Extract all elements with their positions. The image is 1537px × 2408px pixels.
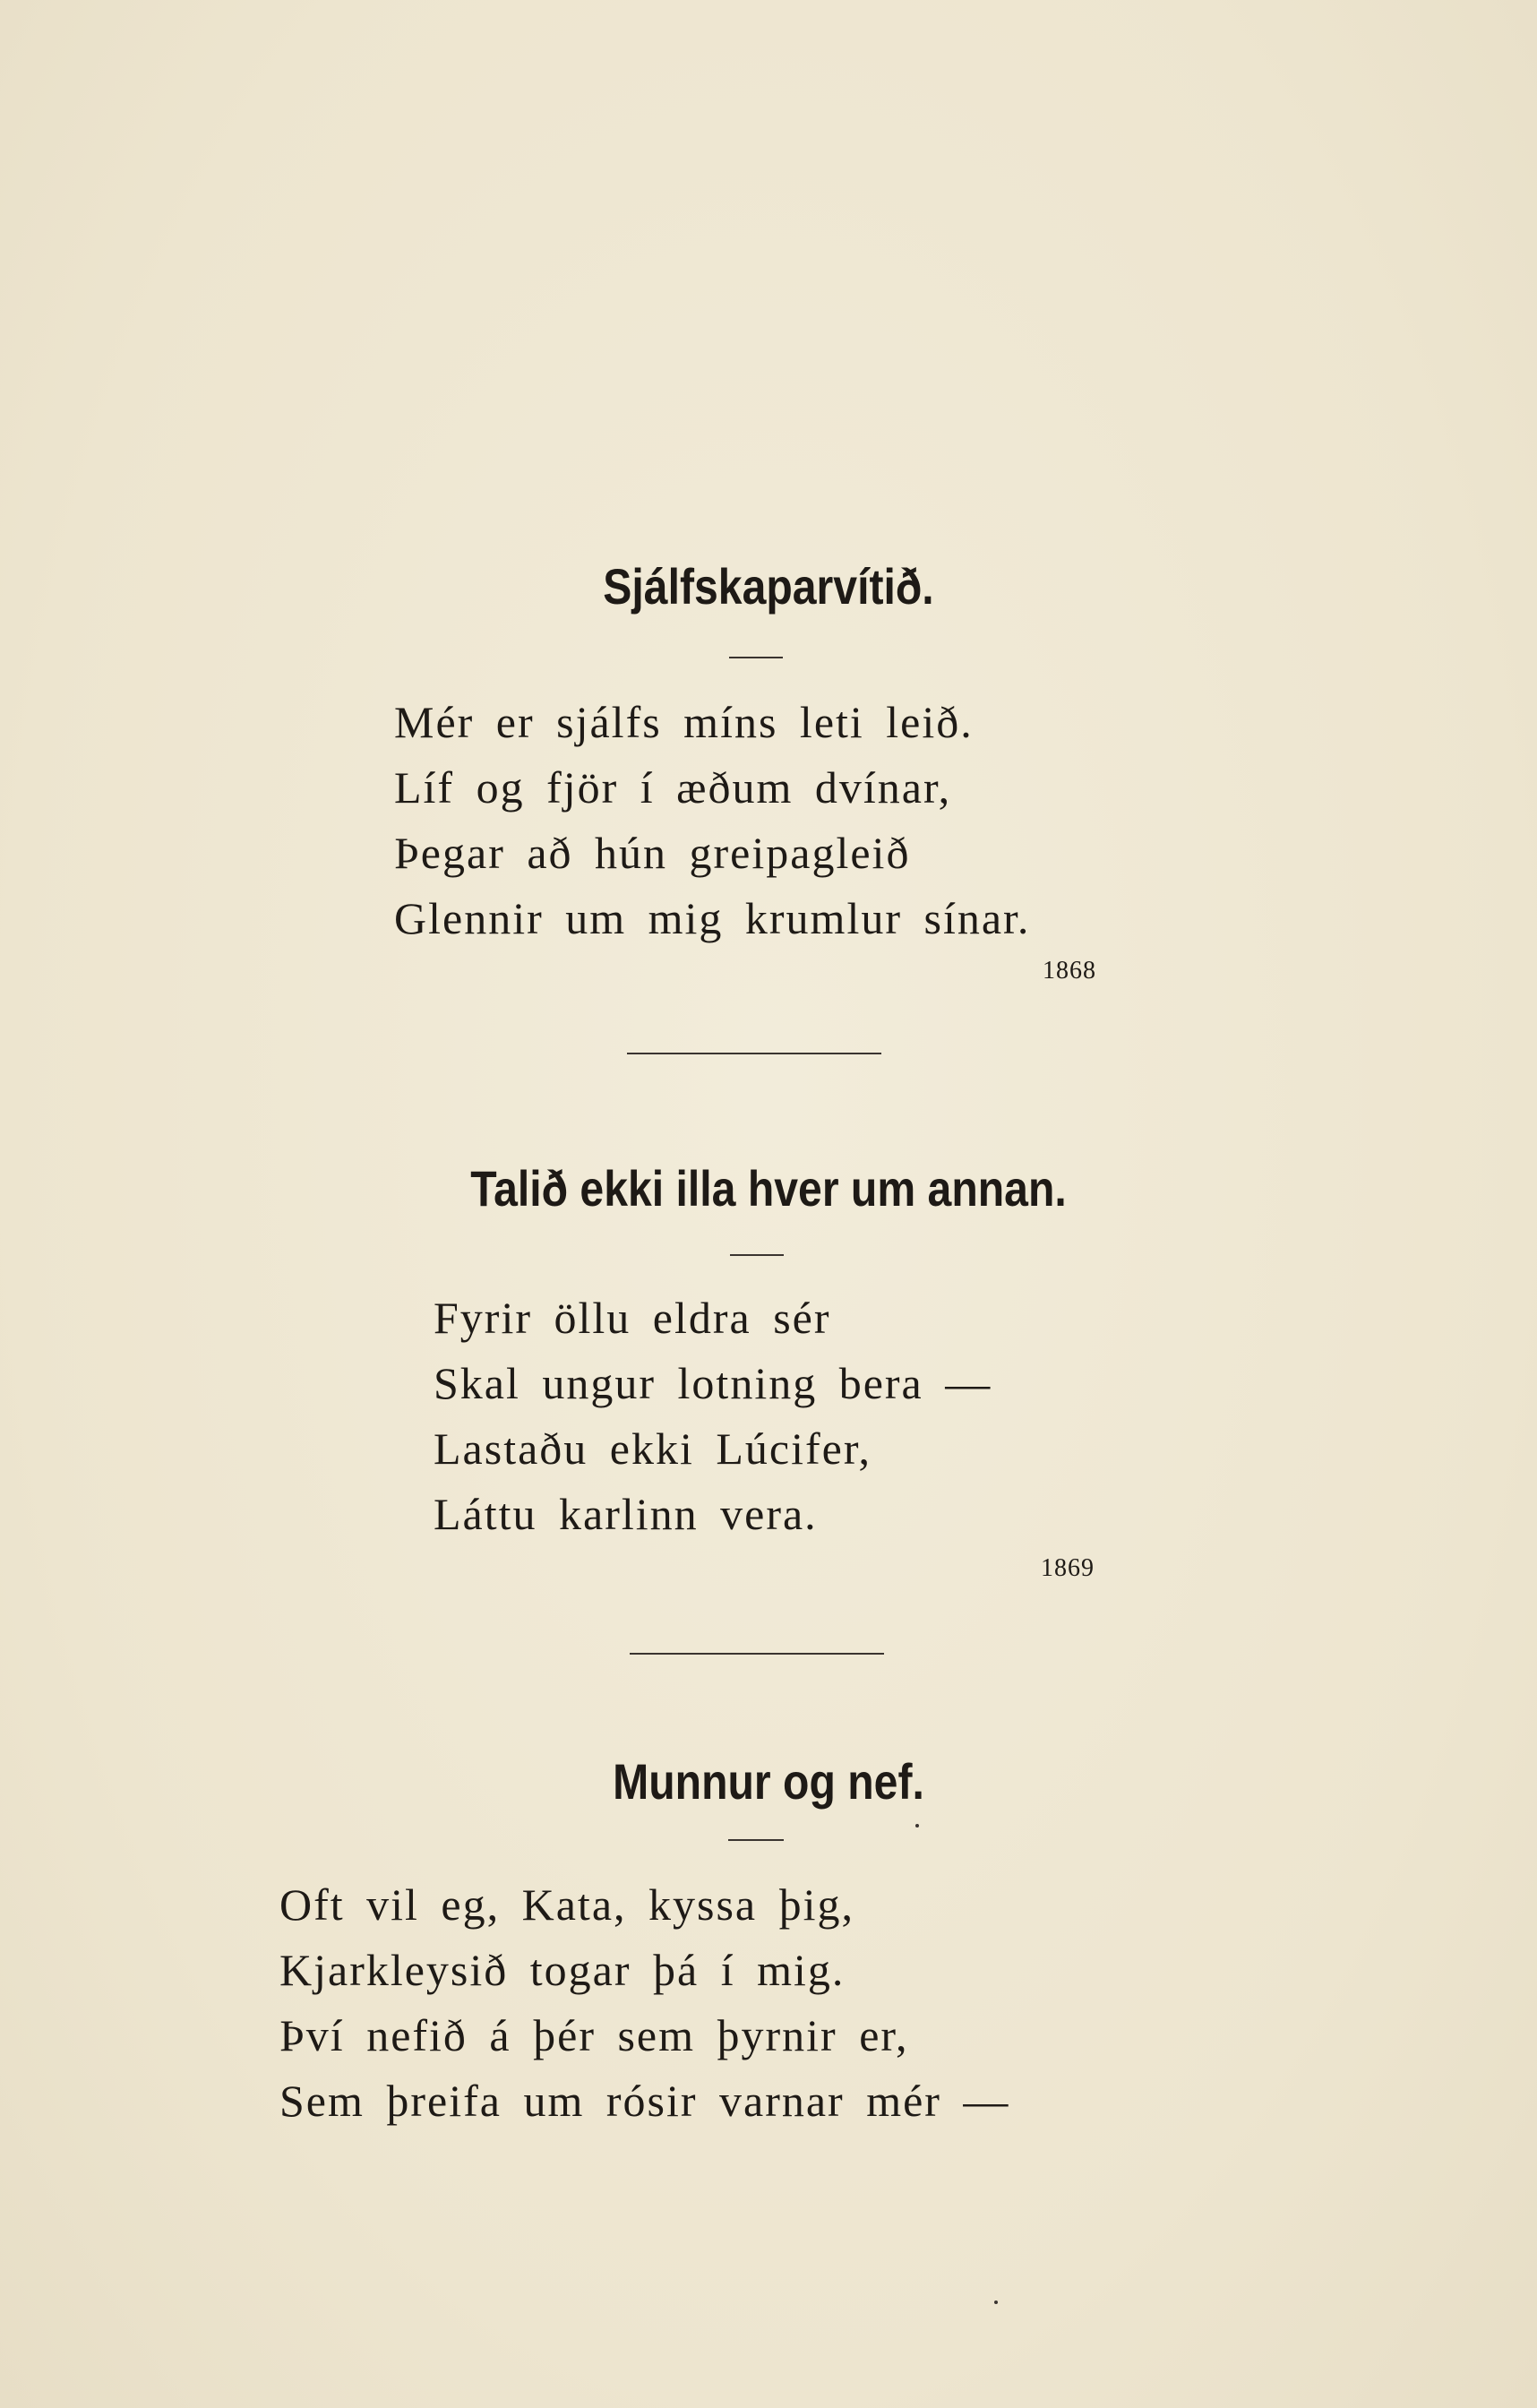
poem-year: 1868 (1043, 957, 1096, 985)
title-rule (730, 1254, 784, 1256)
verse-line: Lastaðu ekki Lúcifer, (434, 1423, 872, 1474)
verse-line: Skal ungur lotning bera — (434, 1358, 992, 1408)
section-divider (630, 1653, 884, 1655)
poem-stanza (394, 690, 1030, 951)
title-rule (729, 657, 783, 658)
title-rule (728, 1839, 784, 1841)
poem-title: Talið ekki illa hver um annan. (470, 1160, 1067, 1217)
verse-line: Oft vil eg, Kata, kyssa þig, (279, 1879, 855, 1930)
verse-line: Sem þreifa um rósir varnar mér — (279, 2076, 1010, 2126)
section-divider (627, 1053, 881, 1054)
poem-title: Sjálfskaparvítið. (603, 558, 934, 615)
ink-speck (915, 1824, 919, 1828)
poem-stanza (279, 1872, 1009, 2134)
verse-line: Glennir um mig krumlur sínar. (394, 893, 1031, 943)
verse-line: Líf og fjör í æðum dvínar, (394, 762, 952, 813)
verse-line: Láttu karlinn vera. (434, 1489, 818, 1539)
verse-line: Mér er sjálfs míns leti leið. (394, 697, 974, 747)
poem-title: Munnur og nef. (613, 1753, 924, 1810)
ink-speck (994, 2300, 998, 2304)
poem-year: 1869 (1041, 1554, 1095, 1582)
verse-line: Fyrir öllu eldra sér (434, 1293, 831, 1343)
verse-line: Því nefið á þér sem þyrnir er, (279, 2010, 909, 2060)
verse-line: Þegar að hún greipagleið (394, 828, 911, 878)
poem-stanza (434, 1286, 992, 1547)
verse-line: Kjarkleysið togar þá í mig. (279, 1945, 846, 1995)
